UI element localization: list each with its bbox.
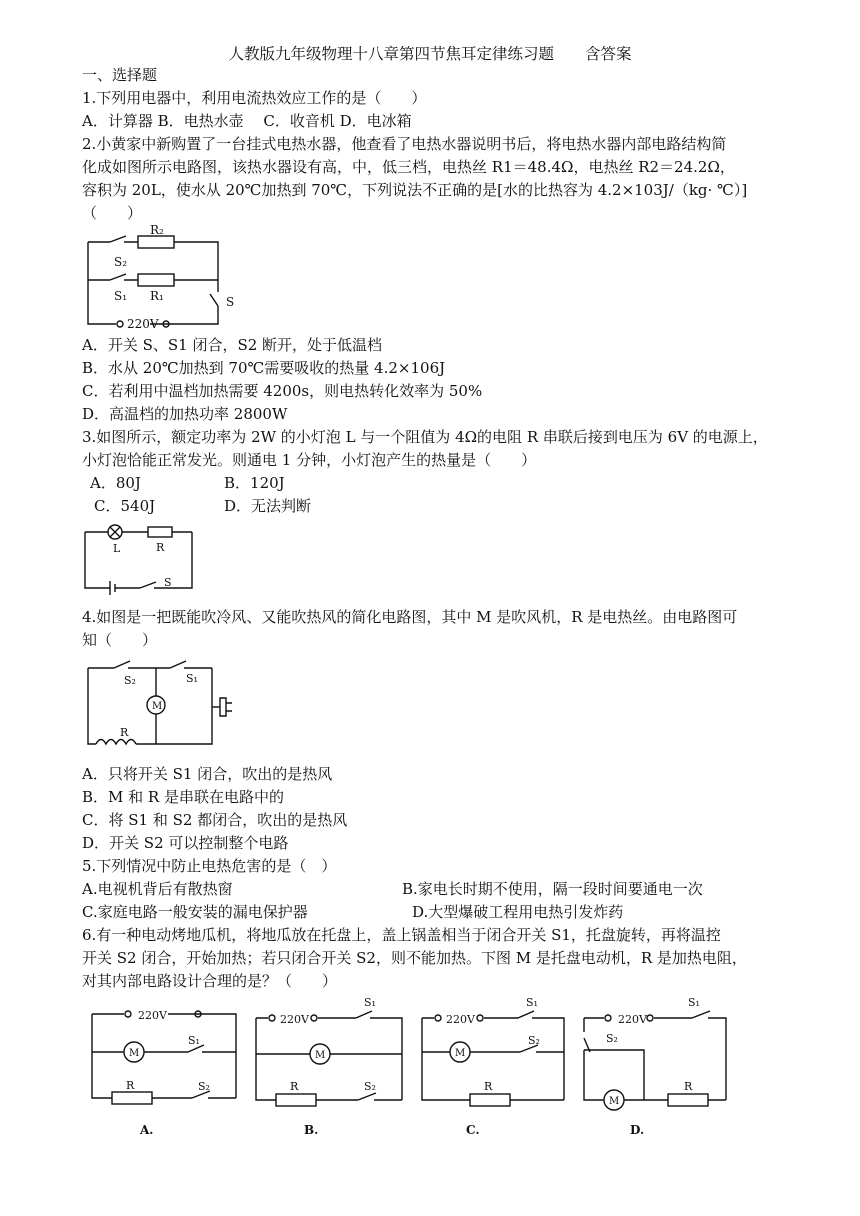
q6-circuit-d [580, 994, 740, 1136]
q2-circuit-diagram [80, 224, 240, 330]
q4-label-s2: S₂ [124, 674, 136, 687]
q6b-label-s1: S₁ [364, 996, 376, 1009]
q6a-label-s1: S₁ [188, 1034, 200, 1047]
q4-option-d: D．开关 S2 可以控制整个电路 [82, 834, 289, 852]
q2-label-s: S [226, 295, 235, 309]
q4-label-m: M [152, 701, 163, 712]
q5-stem: 5.下列情况中防止电热危害的是（ ） [82, 857, 337, 875]
q5-option-c: C.家庭电路一般安装的漏电保护器 [82, 903, 308, 921]
q6b-label-r: R [290, 1080, 299, 1093]
q2-stem-4: （ ） [82, 204, 143, 222]
q2-option-d: D．高温档的加热功率 2800W [82, 405, 288, 423]
q3-label-l: L [113, 542, 121, 555]
q4-circuit-diagram [80, 652, 248, 756]
q2-label-voltage: 220V [127, 317, 159, 330]
q6d-label-voltage: 220V [618, 1013, 647, 1026]
q1-options: A．计算器 B．电热水壶 C．收音机 D．电冰箱 [82, 112, 412, 130]
q4-option-a: A．只将开关 S1 闭合，吹出的是热风 [82, 765, 333, 783]
q6a-option-label: A. [140, 1123, 154, 1136]
q6c-label-voltage: 220V [446, 1013, 475, 1026]
q6c-label-s2: S₂ [528, 1034, 540, 1047]
q3-label-s: S [164, 576, 172, 589]
q6a-label-m: M [129, 1048, 140, 1059]
q6-stem-1: 6.有一种电动烤地瓜机，将地瓜放在托盘上，盖上锅盖相当于闭合开关 S1，托盘旋转，再将温控 [82, 926, 721, 944]
q6-circuit-b [252, 994, 412, 1136]
q6-stem-3: 对其内部电路设计合理的是？（ ） [82, 972, 338, 990]
q6-circuit-c [418, 994, 576, 1136]
q4-option-c: C．将 S1 和 S2 都闭合，吹出的是热风 [82, 811, 348, 829]
q6d-label-s2: S₂ [606, 1032, 618, 1045]
q4-label-r: R [120, 726, 129, 739]
q6b-option-label: B. [304, 1123, 319, 1136]
q6c-label-m: M [455, 1048, 466, 1059]
q3-option-a: A．80J [90, 474, 141, 492]
q6a-label-voltage: 220V [138, 1009, 167, 1022]
q5-option-b: B.家电长时期不使用，隔一段时间要通电一次 [402, 880, 703, 898]
q6d-option-label: D. [630, 1123, 645, 1136]
q4-option-b: B．M 和 R 是串联在电路中的 [82, 788, 284, 806]
q6-circuit-a [88, 1000, 246, 1136]
q2-option-a: A．开关 S、S1 闭合，S2 断开，处于低温档 [82, 336, 383, 354]
q6a-label-s2: S₂ [198, 1080, 210, 1093]
q5-option-d: D.大型爆破工程用电热引发炸药 [412, 903, 624, 921]
q3-label-r: R [156, 541, 165, 554]
q5-option-a: A.电视机背后有散热窗 [82, 880, 233, 898]
q2-stem-1: 2.小黄家中新购置了一台挂式电热水器，他查看了电热水器说明书后，将电热水器内部电路结构简 [82, 135, 727, 153]
q6-stem-2: 开关 S2 闭合，开始加热；若只闭合开关 S2，则不能加热。下图 M 是托盘电动机，R 是加热电阻， [82, 949, 747, 967]
q3-stem-2: 小灯泡恰能正常发光。则通电 1 分钟，小灯泡产生的热量是（ ） [82, 451, 537, 469]
q3-stem-1: 3.如图所示，额定功率为 2W 的小灯泡 L 与一个阻值为 4Ω的电阻 R 串联后接到电压为 6V 的电源上， [82, 428, 768, 446]
q4-stem-1: 4.如图是一把既能吹冷风、又能吹热风的简化电路图，其中 M 是吹风机，R 是电热丝。由电路图可 [82, 608, 738, 626]
q2-label-r2: R₂ [150, 224, 164, 237]
q6c-label-r: R [484, 1080, 493, 1093]
q2-stem-3: 容积为 20L，使水从 20℃加热到 70℃，下列说法不正确的是[水的比热容为 4.2×103J/（kg· ℃）] [82, 181, 748, 199]
q6a-label-r: R [126, 1079, 135, 1092]
q2-label-s2: S₂ [114, 255, 128, 269]
q3-circuit-diagram [80, 518, 200, 600]
q6d-label-r: R [684, 1080, 693, 1093]
q3-option-b: B．120J [224, 474, 285, 492]
q6d-label-m: M [609, 1096, 620, 1107]
q4-label-s1: S₁ [186, 672, 198, 685]
q6c-label-s1: S₁ [526, 996, 538, 1009]
q4-stem-2: 知（ ） [82, 631, 158, 649]
page-title: 人教版九年级物理十八章第四节焦耳定律练习题 含答案 [228, 45, 632, 63]
q2-stem-2: 化成如图所示电路图，该热水器设有高，中，低三档，电热丝 R1＝48.4Ω，电热丝 R2＝24.2Ω， [82, 158, 735, 176]
q6b-label-voltage: 220V [280, 1013, 309, 1026]
q3-option-d: D．无法判断 [224, 497, 312, 515]
q6b-label-s2: S₂ [364, 1080, 376, 1093]
q3-option-c: C．540J [94, 497, 156, 515]
q1-stem: 1.下列用电器中，利用电流热效应工作的是（ ） [82, 89, 427, 107]
q6b-label-m: M [315, 1050, 326, 1061]
q2-option-c: C．若利用中温档加热需要 4200s，则电热转化效率为 50% [82, 382, 483, 400]
q6c-option-label: C. [466, 1123, 480, 1136]
q6d-label-s1: S₁ [688, 996, 700, 1009]
q2-option-b: B．水从 20℃加热到 70℃需要吸收的热量 4.2×106J [82, 359, 446, 377]
q2-label-s1: S₁ [114, 289, 128, 303]
section-heading: 一、选择题 [82, 66, 158, 84]
q2-label-r1: R₁ [150, 289, 164, 303]
